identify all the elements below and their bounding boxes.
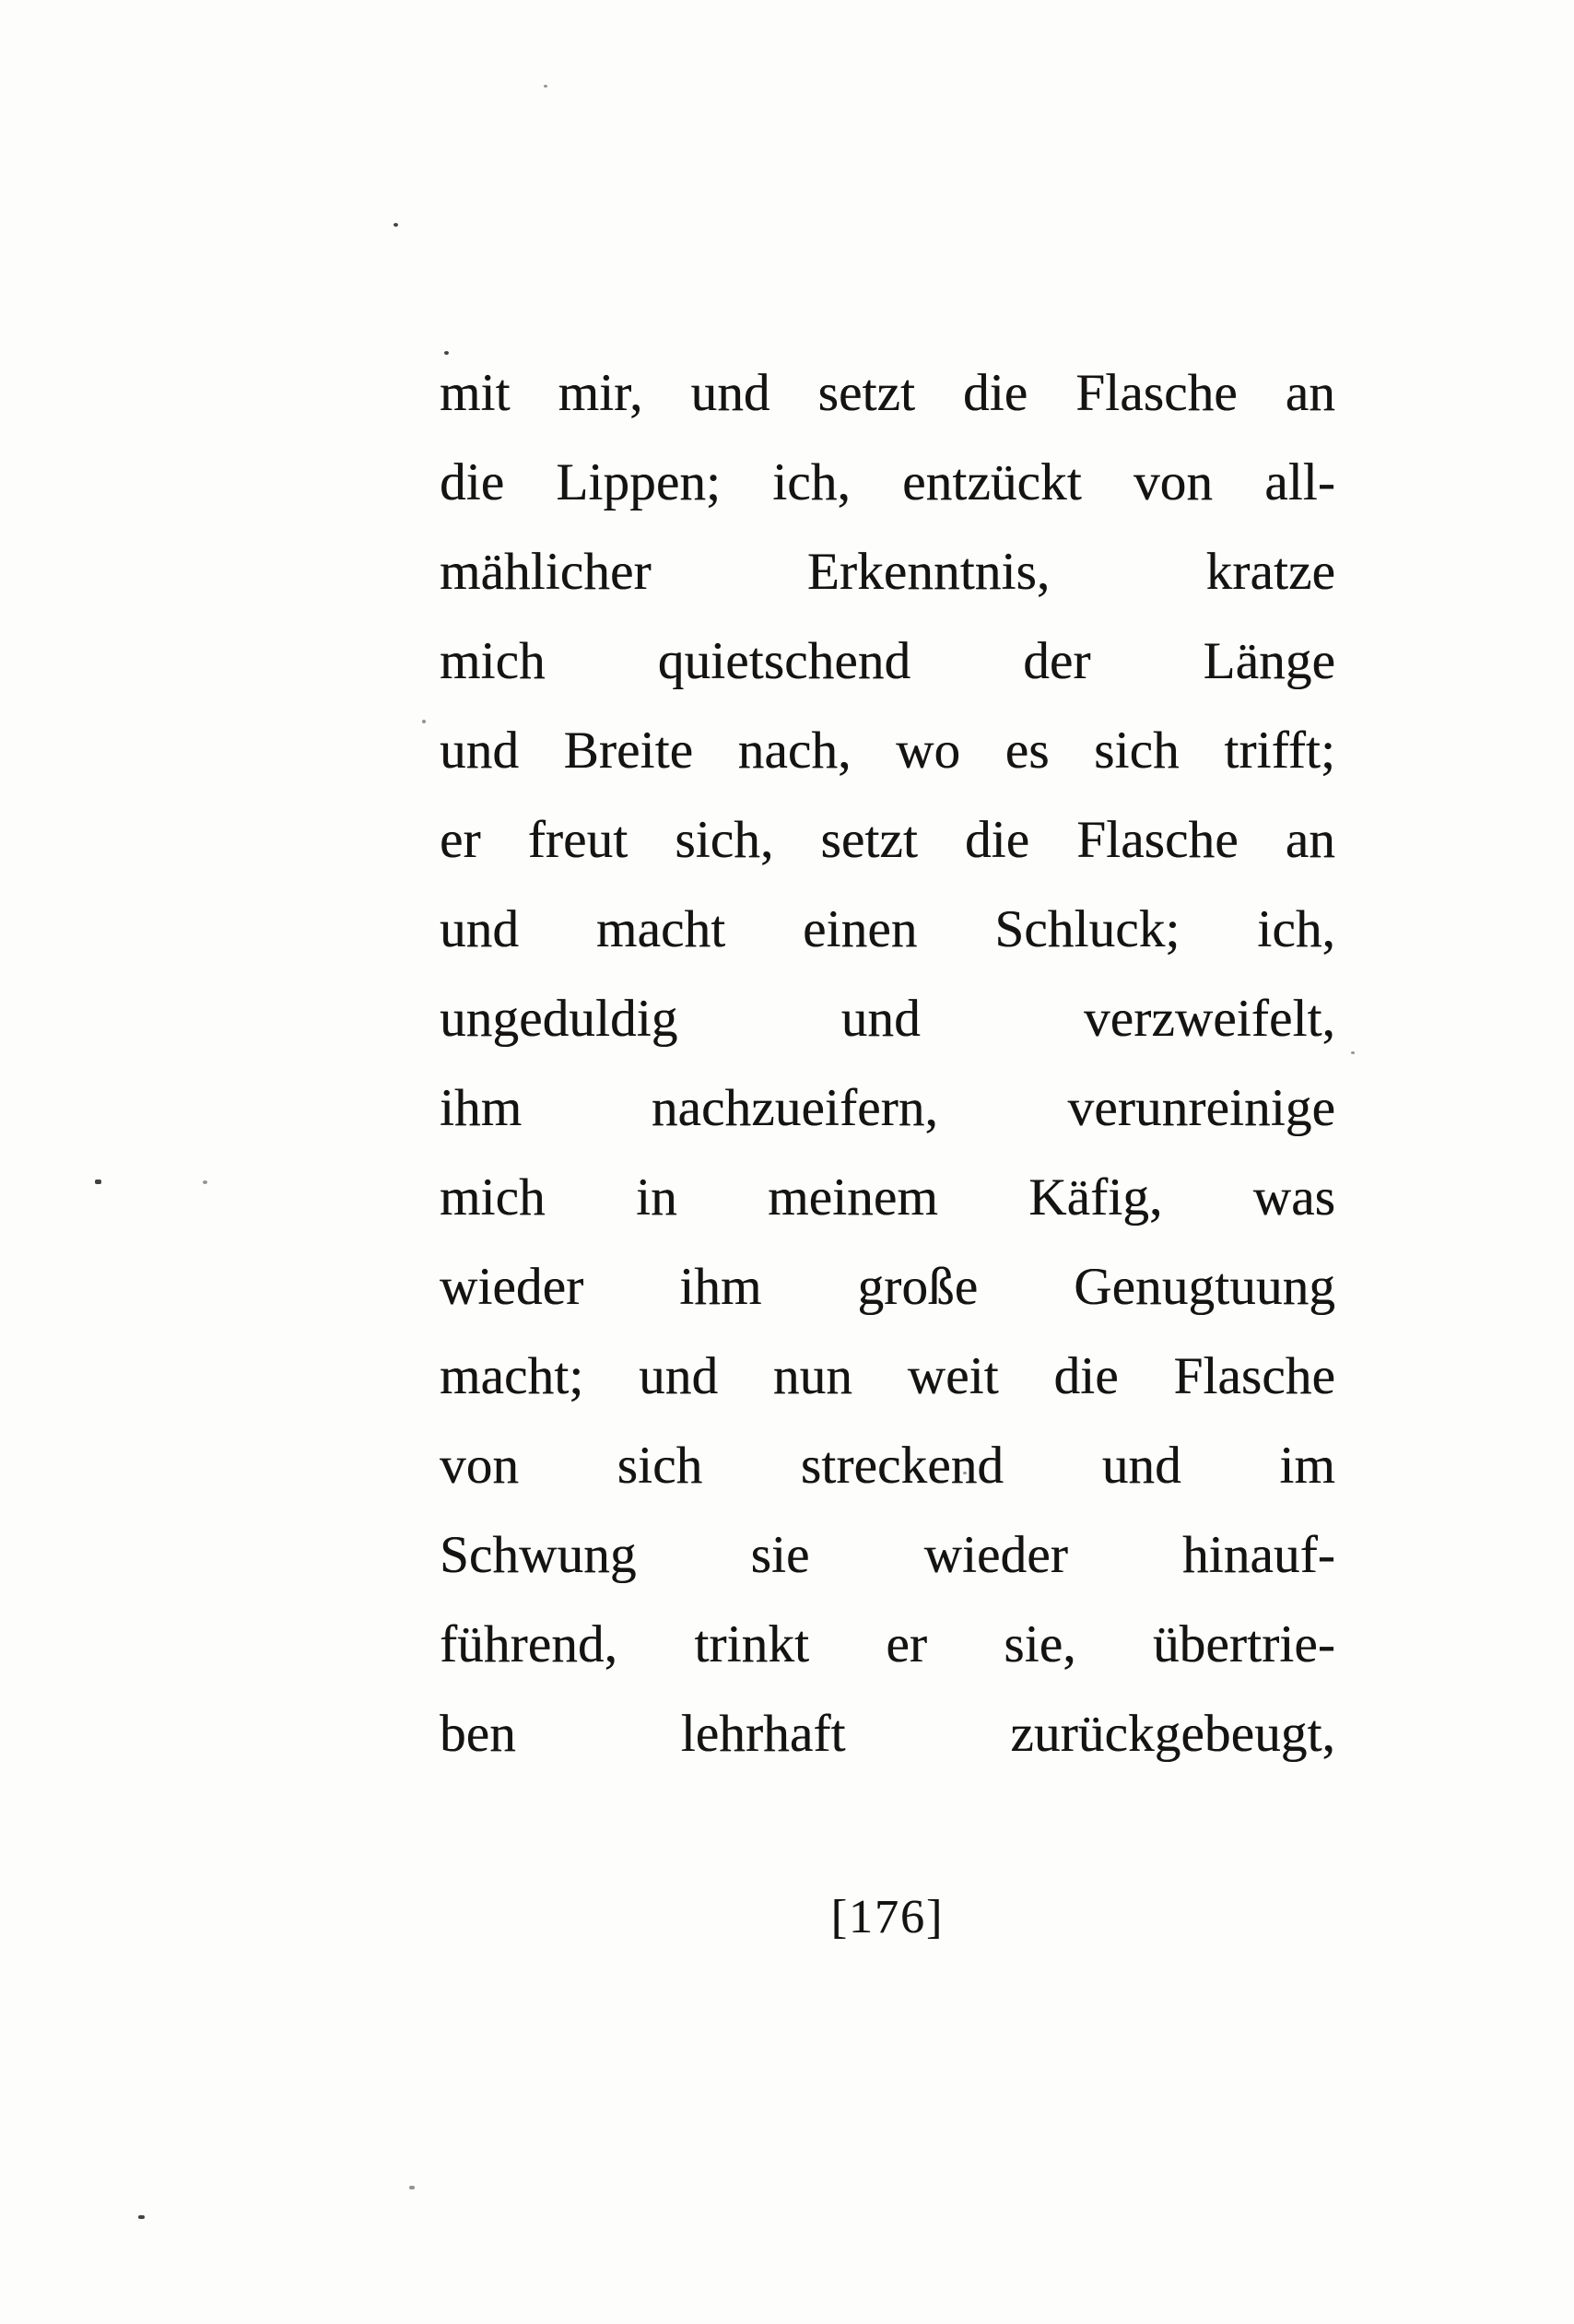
- text-line: Schwung sie wieder hinauf-: [440, 1526, 1335, 1584]
- scan-speck: [422, 720, 426, 723]
- text-line: ben lehrhaft zurückgebeugt,: [440, 1705, 1335, 1763]
- text-line: mich quietschend der Länge: [440, 632, 1335, 690]
- scan-speck: [394, 223, 398, 227]
- page-number: [176]: [830, 1891, 945, 1943]
- text-line: wieder ihm große Genugtuung: [440, 1258, 1335, 1316]
- scan-speck: [138, 2215, 145, 2219]
- text-line: ihm nachzueifern, verunreinige: [440, 1079, 1335, 1137]
- scan-speck: [1298, 1480, 1301, 1483]
- scan-speck: [409, 2186, 415, 2189]
- text-line: und Breite nach, wo es sich trifft;: [440, 722, 1335, 780]
- text-line: die Lippen; ich, entzückt von all-: [440, 453, 1335, 511]
- scan-speck: [1351, 1051, 1355, 1054]
- text-line: mich in meinem Käfig, was: [440, 1168, 1335, 1227]
- text-line: ungeduldig und verzweifelt,: [440, 990, 1335, 1048]
- body-text-block: [440, 348, 1335, 1778]
- scan-speck: [963, 1472, 967, 1474]
- scan-speck: [444, 351, 449, 355]
- text-line: führend, trinkt er sie, übertrie-: [440, 1615, 1335, 1673]
- scan-speck: [203, 1180, 207, 1184]
- scan-speck: [544, 85, 547, 88]
- text-line: mit mir, und setzt die Flasche an: [440, 364, 1335, 422]
- text-line: er freut sich, setzt die Flasche an: [440, 811, 1335, 869]
- text-line: macht; und nun weit die Flasche: [440, 1347, 1335, 1405]
- text-line: mählicher Erkenntnis, kratze: [440, 543, 1335, 601]
- text-line: von sich streckend und im: [440, 1437, 1335, 1495]
- text-line: und macht einen Schluck; ich,: [440, 900, 1335, 958]
- scan-speck: [95, 1180, 101, 1184]
